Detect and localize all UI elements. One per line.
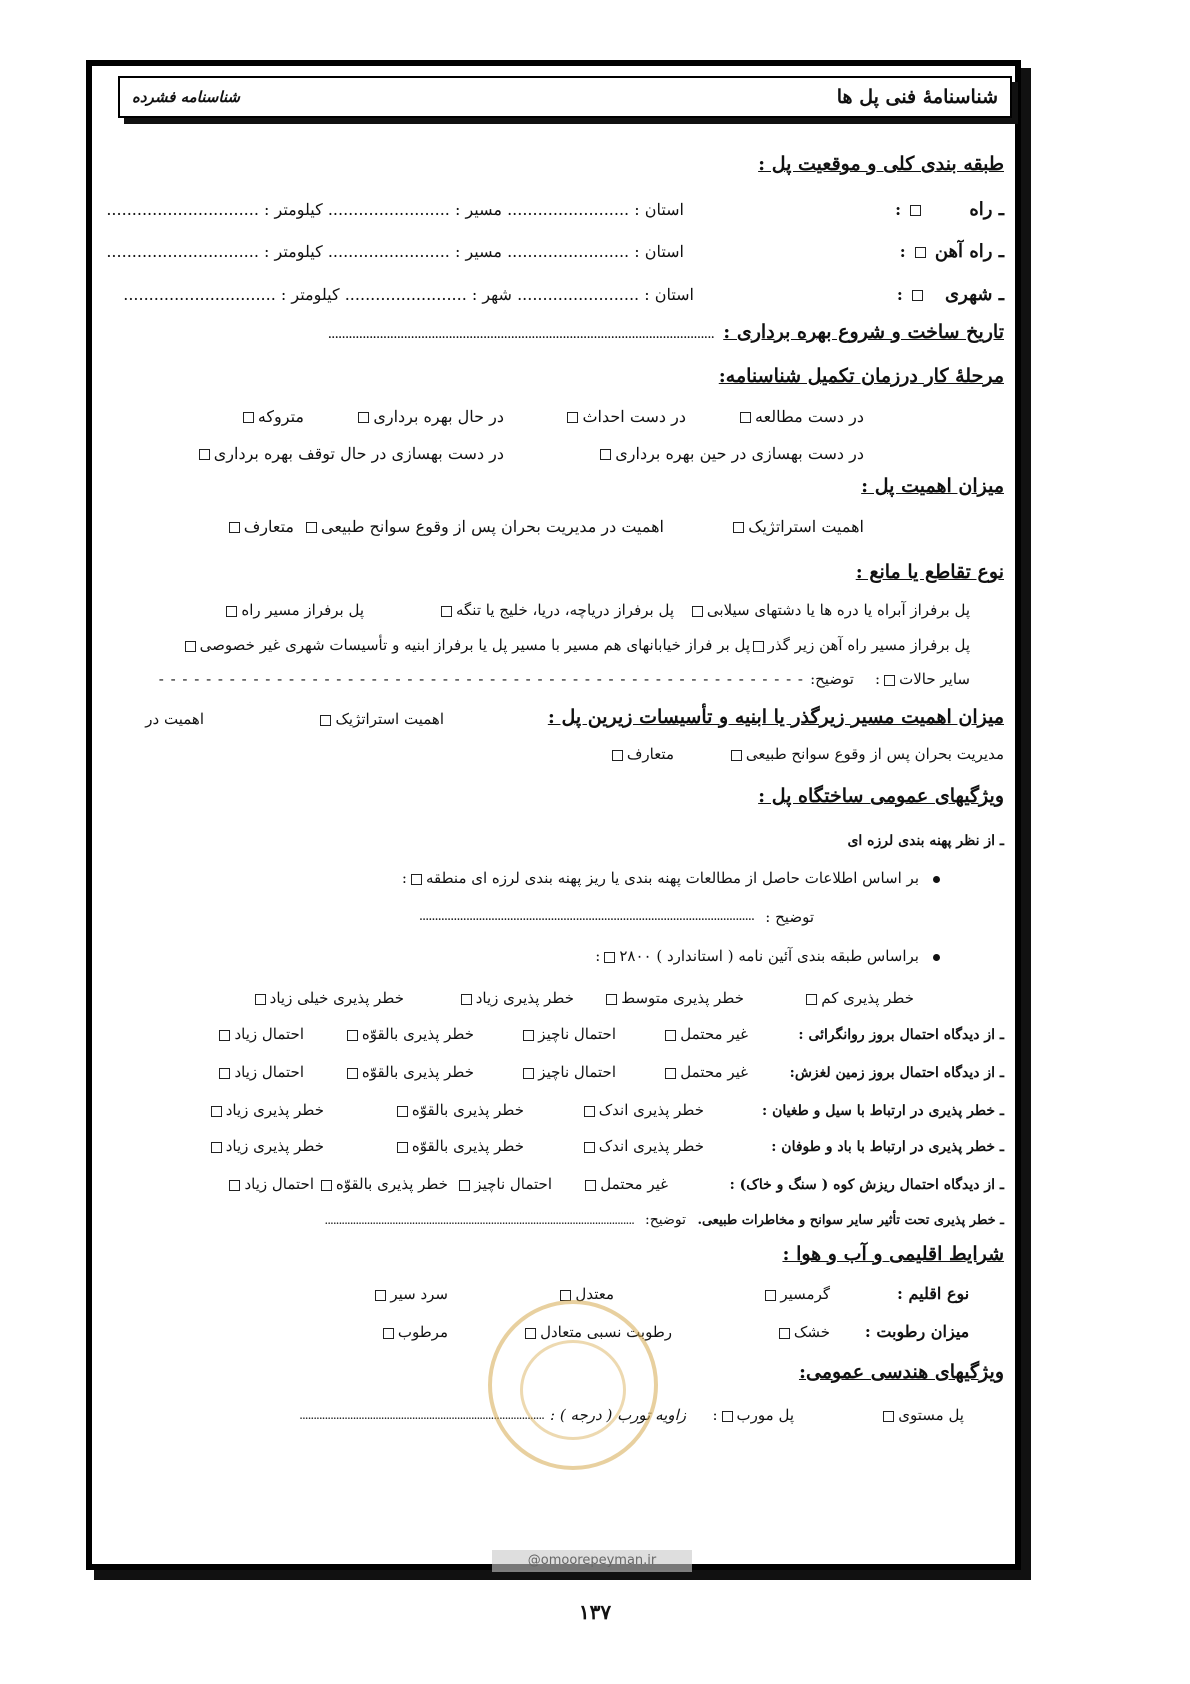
checkbox[interactable]	[441, 606, 452, 617]
crossing-option[interactable]: پل برفراز دریاچه، دریا، خلیج یا تنگه	[437, 598, 674, 622]
liq-option[interactable]: خطر پذیری بالقوّه	[343, 1022, 474, 1046]
rail-row: ـ راه آهن : استان : ........................ مسیر : ........................ کیلومتر : ..............................	[106, 241, 1004, 262]
checkbox[interactable]	[375, 1290, 386, 1301]
slide-option[interactable]: احتمال ناچیز	[519, 1060, 616, 1084]
urban-label: ـ شهری	[945, 284, 1004, 305]
checkbox[interactable]	[347, 1030, 358, 1041]
checkbox[interactable]	[461, 994, 472, 1005]
checkbox[interactable]	[523, 1068, 534, 1079]
checkbox[interactable]	[722, 1411, 733, 1422]
checkbox[interactable]	[411, 874, 422, 885]
section-heading: نوع تقاطع یا مانع :	[855, 561, 1004, 583]
flood-option[interactable]: خطر پذیری بالقوّه	[393, 1098, 524, 1122]
underpass-option[interactable]: مدیریت بحران پس از وقوع سوانح طبیعی	[727, 742, 1004, 766]
liquefaction-row: ـ از دیدگاه احتمال بروز روانگرائی : غیر محتمل احتمال ناچیز خطر پذیری بالقوّه احتمال زیاد	[100, 1022, 1004, 1047]
other-hazards-row: ـ خطر پذیری تحت تأثیر سایر سوانح و مخاطرات طبیعی. توضیح: ..............................................................................................................	[100, 1208, 1004, 1233]
checkbox[interactable]	[665, 1068, 676, 1079]
checkbox[interactable]	[397, 1142, 408, 1153]
crossing-option[interactable]: پل برفراز آبراه یا دره ها یا دشتهای سیلابی	[688, 598, 970, 622]
crossing-option[interactable]: پل بر فراز خیابانهای هم مسیر با مسیر پل یا برفراز ابنیه و تأسیسات شهری غیر خصوصی	[181, 633, 750, 657]
checkbox[interactable]	[884, 675, 895, 686]
seismic-title-row	[100, 828, 1004, 853]
checkbox[interactable]	[219, 1030, 230, 1041]
page-number: ۱۳۷	[578, 1600, 612, 1624]
section-heading: ویژگیهای هندسی عمومی:	[798, 1361, 1004, 1383]
bullet-icon	[933, 876, 940, 883]
urban-row: ـ شهری : استان : ........................ شهر : ........................ کیلومتر : ..............................	[123, 284, 1004, 305]
risk-option[interactable]: خطر پذیری زیاد	[457, 986, 574, 1010]
crossing-desc-field[interactable]: - - - - - - - - - - - - - - - - - - - - - - - - - - - - - - - - - - - - - - - - - - - - - - - - - - - - - - -	[158, 670, 804, 688]
humidity-option[interactable]: خشک	[775, 1320, 830, 1344]
section-construction-date	[100, 320, 1004, 345]
flood-option[interactable]: خطر پذیری اندک	[580, 1098, 704, 1122]
checkbox[interactable]	[199, 449, 210, 460]
checkbox[interactable]	[604, 952, 615, 963]
risk-option[interactable]: خطر پذیری متوسط	[602, 986, 744, 1010]
seismic-bullet-1: بر اساس اطلاعات حاصل از مطالعات پهنه بندی یا ریز پهنه بندی لرزه ای منطقه:	[100, 866, 1004, 890]
stage-option[interactable]: در دست بهسازی در حال توقف بهره برداری	[195, 442, 504, 466]
bullet-icon	[933, 954, 940, 961]
humidity-option[interactable]: رطوبت نسبی متعادل	[521, 1320, 672, 1344]
header-shadow	[124, 118, 1018, 124]
climate-option[interactable]: گرمسیر	[761, 1282, 830, 1306]
checkbox[interactable]	[243, 412, 254, 423]
checkbox[interactable]	[211, 1142, 222, 1153]
road-location-fields: استان : ........................ مسیر : ........................ کیلومتر : ..............................	[106, 200, 684, 219]
flood-option[interactable]: خطر پذیری زیاد	[207, 1098, 324, 1122]
rockfall-row: ـ از دیدگاه احتمال ریزش کوه ( سنگ و خاک) : غیر محتمل احتمال ناچیز خطر پذیری بالقوّه احتمال زیاد	[100, 1172, 1004, 1197]
underpass-option[interactable]: اهمیت استراتژیک	[316, 707, 444, 731]
crossing-option[interactable]: پل برفراز مسیر راه آهن زیر گذر	[749, 633, 970, 657]
checkbox[interactable]	[229, 522, 240, 533]
flood-row: ـ خطر پذیری در ارتباط با سیل و طغیان : خطر پذیری اندک خطر پذیری بالقوّه خطر پذیری زیاد	[100, 1098, 1004, 1123]
section-crossing-type	[100, 560, 1004, 585]
rock-option[interactable]: احتمال زیاد	[225, 1172, 314, 1196]
checkbox[interactable]	[883, 1411, 894, 1422]
section-heading: طبقه بندی کلی و موقعیت پل :	[758, 153, 1004, 175]
section-work-stage	[100, 364, 1004, 389]
section-heading: ویژگیهای عمومی ساختگاه پل :	[758, 785, 1004, 807]
importance-option[interactable]: متعارف	[225, 515, 294, 539]
document-title: شناسنامۀ فنی پل ها	[836, 86, 998, 108]
section-heading: تاریخ ساخت و شروع بهره برداری :	[723, 321, 1004, 343]
checkbox[interactable]	[765, 1290, 776, 1301]
climate-option[interactable]: سرد سیر	[371, 1282, 448, 1306]
rock-option[interactable]: خطر پذیری بالقوّه	[317, 1172, 448, 1196]
checkbox[interactable]	[560, 1290, 571, 1301]
checkbox[interactable]	[320, 715, 331, 726]
crossing-option[interactable]: پل برفراز مسیر راه	[222, 598, 364, 622]
checkbox[interactable]	[612, 750, 623, 761]
checkbox[interactable]	[692, 606, 703, 617]
checkbox[interactable]	[459, 1180, 470, 1191]
other-hazards-field[interactable]: ..............................................................................................................	[324, 1213, 634, 1227]
checkbox[interactable]	[229, 1180, 240, 1191]
checkbox[interactable]	[584, 1106, 595, 1117]
checkbox[interactable]	[226, 606, 237, 617]
crossing-other-option[interactable]: سایر حالات:	[875, 670, 970, 688]
slide-option[interactable]: احتمال زیاد	[215, 1060, 304, 1084]
checkbox[interactable]	[211, 1106, 222, 1117]
checkbox[interactable]	[383, 1328, 394, 1339]
humidity-row: میزان رطوبت : خشک رطوبت نسبی متعادل مرطوب	[100, 1320, 1004, 1344]
watermark-seal-inner	[520, 1340, 626, 1440]
rock-option[interactable]: غیر محتمل	[581, 1172, 668, 1196]
checkbox[interactable]	[585, 1180, 596, 1191]
section-heading: مرحلۀ کار درزمان تکمیل شناسنامه:	[718, 365, 1004, 387]
checkbox[interactable]	[523, 1030, 534, 1041]
slide-option[interactable]: غیر محتمل	[661, 1060, 748, 1084]
road-checkbox[interactable]	[910, 205, 921, 216]
stage-option[interactable]: در دست بهسازی در حین بهره برداری	[596, 442, 864, 466]
checkbox[interactable]	[753, 641, 764, 652]
checkbox[interactable]	[185, 641, 196, 652]
checkbox[interactable]	[584, 1142, 595, 1153]
risk-option[interactable]: خطر پذیری کم	[802, 986, 914, 1010]
climate-option[interactable]: معتدل	[556, 1282, 614, 1306]
seismic-title: ـ از نظر پهنه بندی لرزه ای	[847, 833, 1004, 849]
checkbox[interactable]	[733, 522, 744, 533]
underpass-option[interactable]: متعارف	[608, 742, 674, 766]
wind-row: ـ خطر پذیری در ارتباط با باد و طوفان : خطر پذیری اندک خطر پذیری بالقوّه خطر پذیری زیاد	[100, 1134, 1004, 1159]
humidity-option[interactable]: مرطوب	[379, 1320, 448, 1344]
checkbox[interactable]	[600, 449, 611, 460]
importance-option[interactable]: اهمیت استراتژیک	[729, 515, 864, 539]
section-underpass-importance: میزان اهمیت مسیر زیرگذر یا ابنیه و تأسیسات زیرین پل : اهمیت استراتژیک اهمیت در	[100, 705, 1004, 730]
wind-option[interactable]: خطر پذیری زیاد	[207, 1134, 324, 1158]
landslide-row: ـ از دیدگاه احتمال بروز زمین لغزش: غیر محتمل احتمال ناچیز خطر پذیری بالقوّه احتمال زیاد	[100, 1060, 1004, 1085]
skew-bridge-option[interactable]: پل مورب:	[712, 1406, 794, 1424]
watermark-url: @omoorepeyman.ir	[492, 1550, 692, 1572]
section-bridge-importance	[100, 474, 1004, 499]
checkbox[interactable]	[255, 994, 266, 1005]
stage-option[interactable]: در دست احداث	[563, 405, 686, 429]
checkbox[interactable]	[806, 994, 817, 1005]
rail-location-fields: استان : ........................ مسیر : ........................ کیلومتر : ..............................	[106, 242, 684, 261]
document-subtitle: شناسنامه فشرده	[132, 88, 240, 106]
stage-option[interactable]: در دست مطالعه	[736, 405, 864, 429]
section-heading: شرایط اقلیمی و آب و هوا :	[782, 1243, 1004, 1265]
checkbox[interactable]	[219, 1068, 230, 1079]
section-site-characteristics	[100, 784, 1004, 809]
section-location	[100, 152, 1004, 177]
liq-option[interactable]: احتمال زیاد	[215, 1022, 304, 1046]
section-heading: میزان اهمیت مسیر زیرگذر یا ابنیه و تأسیسات زیرین پل :	[547, 706, 1004, 728]
header-bar	[118, 76, 1012, 118]
road-row: ـ راه : استان : ........................ مسیر : ........................ کیلومتر : ..............................	[106, 199, 1004, 220]
checkbox[interactable]	[347, 1068, 358, 1079]
liq-option[interactable]: غیر محتمل	[661, 1022, 748, 1046]
checkbox[interactable]	[567, 412, 578, 423]
frame-shadow	[1021, 68, 1031, 1578]
checkbox[interactable]	[731, 750, 742, 761]
rail-label: ـ راه آهن	[934, 241, 1004, 262]
skew-angle-field[interactable]: .......................................................................................	[299, 1408, 544, 1422]
checkbox[interactable]	[606, 994, 617, 1005]
checkbox[interactable]	[740, 412, 751, 423]
stage-option[interactable]: در حال بهره برداری	[354, 405, 504, 429]
importance-option[interactable]: اهمیت در مدیریت بحران پس از وقوع سوانح طبیعی	[302, 515, 664, 539]
seismic-desc-field[interactable]: ...........................................................................................................	[418, 909, 754, 924]
urban-checkbox[interactable]	[912, 290, 923, 301]
wind-option[interactable]: خطر پذیری اندک	[580, 1134, 704, 1158]
section-climate	[100, 1242, 1004, 1267]
risk-option[interactable]: خطر پذیری خیلی زیاد	[251, 986, 404, 1010]
seismic-bullet-2: براساس طبقه بندی آئین نامه ( استاندارد ) ۲۸۰۰:	[100, 944, 1004, 968]
urban-location-fields: استان : ........................ شهر : ........................ کیلومتر : ..............................	[123, 285, 694, 304]
checkbox[interactable]	[665, 1030, 676, 1041]
checkbox[interactable]	[397, 1106, 408, 1117]
section-heading: میزان اهمیت پل :	[861, 475, 1004, 497]
slide-option[interactable]: خطر پذیری بالقوّه	[343, 1060, 474, 1084]
liq-option[interactable]: احتمال ناچیز	[519, 1022, 616, 1046]
checkbox[interactable]	[306, 522, 317, 533]
stage-option[interactable]: متروکه	[239, 405, 304, 429]
climate-row: نوع اقلیم : گرمسیر معتدل سرد سیر	[100, 1282, 1004, 1306]
road-label: ـ راه	[969, 199, 1004, 220]
date-field[interactable]: ................................................................................................................	[327, 326, 714, 342]
rail-checkbox[interactable]	[915, 247, 926, 258]
checkbox[interactable]	[358, 412, 369, 423]
wind-option[interactable]: خطر پذیری بالقوّه	[393, 1134, 524, 1158]
checkbox[interactable]	[321, 1180, 332, 1191]
rock-option[interactable]: احتمال ناچیز	[455, 1172, 552, 1196]
straight-bridge-option[interactable]: پل مستوی	[879, 1403, 964, 1427]
checkbox[interactable]	[779, 1328, 790, 1339]
